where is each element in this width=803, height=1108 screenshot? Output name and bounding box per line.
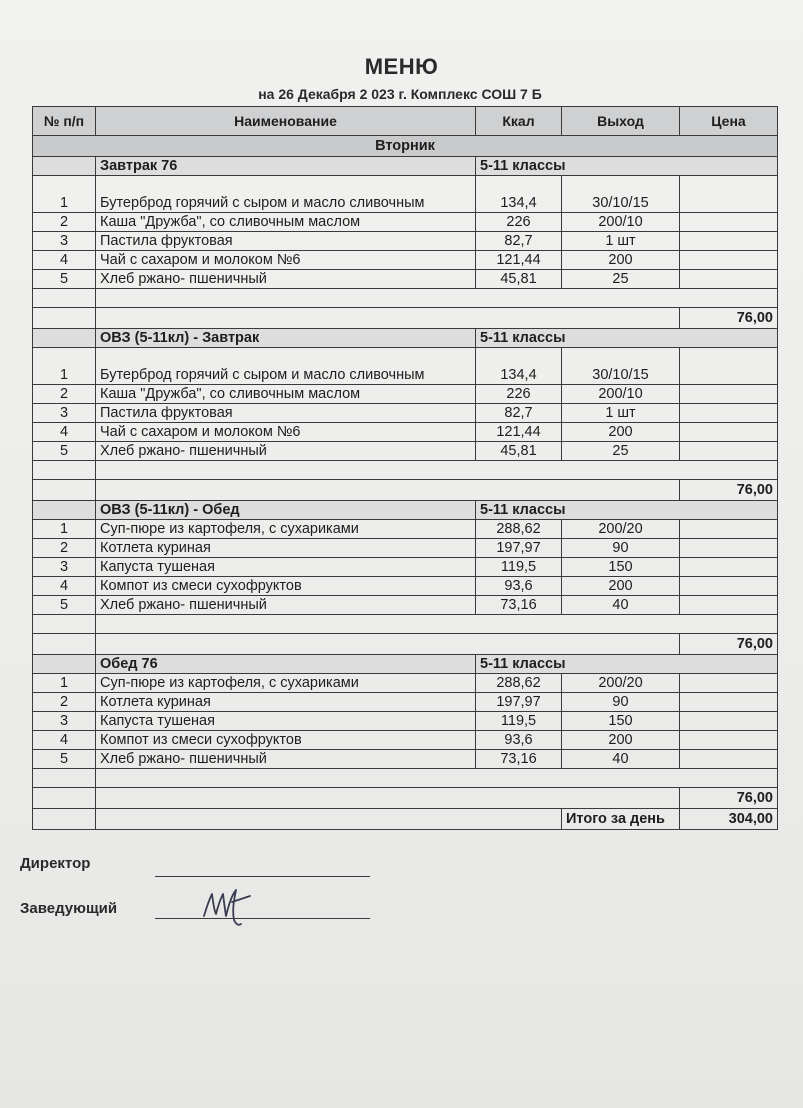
section-header-row (33, 501, 778, 520)
item-kcal: 119,5 (476, 712, 562, 731)
table-row (33, 404, 778, 423)
item-name: Хлеб ржано- пшеничный (96, 596, 476, 615)
day-total-row (33, 809, 778, 830)
item-output: 90 (562, 539, 680, 558)
blank-cell (96, 461, 778, 480)
item-price (680, 712, 778, 731)
item-price (680, 423, 778, 442)
item-output: 30/10/15 (562, 176, 680, 213)
item-price (680, 693, 778, 712)
section-total: 76,00 (680, 788, 778, 809)
item-kcal: 45,81 (476, 270, 562, 289)
item-price (680, 539, 778, 558)
total-empty-cell (33, 788, 96, 809)
item-num: 3 (33, 404, 96, 423)
menu-body (33, 136, 778, 830)
total-empty-cell (33, 634, 96, 655)
item-price (680, 213, 778, 232)
total-empty-cell (96, 634, 680, 655)
item-output: 200/20 (562, 674, 680, 693)
item-price (680, 176, 778, 213)
table-row (33, 520, 778, 539)
item-name: Суп-пюре из картофеля, с сухариками (96, 674, 476, 693)
item-name: Чай с сахаром и молоком №6 (96, 423, 476, 442)
day-row (33, 136, 778, 157)
header-kcal: Ккал (476, 107, 562, 136)
handwritten-signature (198, 884, 258, 930)
item-num: 2 (33, 385, 96, 404)
header-output: Выход (562, 107, 680, 136)
table-row (33, 442, 778, 461)
section-title: Завтрак 76 (96, 157, 476, 176)
section-classes: 5-11 классы (476, 329, 778, 348)
item-price (680, 385, 778, 404)
item-num: 1 (33, 674, 96, 693)
item-output: 40 (562, 750, 680, 769)
section-header-row (33, 655, 778, 674)
section-num-cell (33, 157, 96, 176)
blank-cell (96, 769, 778, 788)
item-name: Хлеб ржано- пшеничный (96, 750, 476, 769)
item-name: Капуста тушеная (96, 712, 476, 731)
item-kcal: 121,44 (476, 423, 562, 442)
item-num: 2 (33, 539, 96, 558)
section-total-row (33, 480, 778, 501)
table-row (33, 423, 778, 442)
day-total-value: 304,00 (680, 809, 778, 830)
blank-cell (33, 615, 96, 634)
table-row (33, 693, 778, 712)
section-title: Обед 76 (96, 655, 476, 674)
blank-cell (33, 289, 96, 308)
item-num: 1 (33, 348, 96, 385)
table-row (33, 731, 778, 750)
blank-cell (96, 289, 778, 308)
table-row (33, 348, 778, 385)
item-kcal: 197,97 (476, 693, 562, 712)
item-output: 1 шт (562, 232, 680, 251)
item-name: Капуста тушеная (96, 558, 476, 577)
header-name: Наименование (96, 107, 476, 136)
table-row (33, 213, 778, 232)
item-num: 5 (33, 596, 96, 615)
item-num: 5 (33, 442, 96, 461)
page-title: МЕНЮ (364, 54, 439, 79)
item-kcal: 82,7 (476, 232, 562, 251)
table-row (33, 674, 778, 693)
section-classes: 5-11 классы (476, 655, 778, 674)
item-kcal: 82,7 (476, 404, 562, 423)
section-num-cell (33, 501, 96, 520)
blank-row (33, 461, 778, 480)
table-row (33, 558, 778, 577)
manager-signature-line (155, 918, 370, 919)
item-price (680, 404, 778, 423)
item-num: 5 (33, 750, 96, 769)
item-num: 1 (33, 520, 96, 539)
item-kcal: 288,62 (476, 674, 562, 693)
blank-cell (33, 769, 96, 788)
item-output: 25 (562, 442, 680, 461)
item-num: 4 (33, 577, 96, 596)
director-signature-line (155, 876, 370, 877)
table-row (33, 232, 778, 251)
item-name: Котлета куриная (96, 539, 476, 558)
item-name: Пастила фруктовая (96, 232, 476, 251)
total-empty-cell (33, 480, 96, 501)
item-name: Чай с сахаром и молоком №6 (96, 251, 476, 270)
item-num: 2 (33, 213, 96, 232)
item-kcal: 73,16 (476, 750, 562, 769)
item-num: 3 (33, 712, 96, 731)
table-row (33, 539, 778, 558)
item-kcal: 73,16 (476, 596, 562, 615)
item-price (680, 731, 778, 750)
item-output: 150 (562, 712, 680, 731)
item-name: Хлеб ржано- пшеничный (96, 270, 476, 289)
item-price (680, 232, 778, 251)
section-total-row (33, 634, 778, 655)
header-num: № п/п (33, 107, 96, 136)
item-name: Бутерброд горячий с сыром и масло сливочным (96, 348, 476, 385)
item-price (680, 270, 778, 289)
section-classes: 5-11 классы (476, 157, 778, 176)
director-label: Директор (20, 855, 91, 872)
total-empty-cell (96, 480, 680, 501)
item-output: 200 (562, 577, 680, 596)
item-output: 25 (562, 270, 680, 289)
item-kcal: 197,97 (476, 539, 562, 558)
table-row (33, 750, 778, 769)
item-name: Компот из смеси сухофруктов (96, 577, 476, 596)
total-empty-cell (33, 809, 96, 830)
table-row (33, 270, 778, 289)
section-classes: 5-11 классы (476, 501, 778, 520)
table-row (33, 176, 778, 213)
page-subtitle: на 26 Декабря 2 023 г. Комплекс СОШ 7 Б (258, 86, 542, 102)
item-name: Котлета куриная (96, 693, 476, 712)
item-kcal: 288,62 (476, 520, 562, 539)
section-total: 76,00 (680, 634, 778, 655)
day-total-label: Итого за день (562, 809, 680, 830)
item-output: 200/20 (562, 520, 680, 539)
header-row (33, 107, 778, 136)
item-name: Пастила фруктовая (96, 404, 476, 423)
total-empty-cell (33, 308, 96, 329)
table-row (33, 596, 778, 615)
item-output: 200 (562, 731, 680, 750)
item-name: Каша "Дружба", со сливочным маслом (96, 213, 476, 232)
section-header-row (33, 329, 778, 348)
item-price (680, 348, 778, 385)
item-kcal: 226 (476, 213, 562, 232)
item-price (680, 442, 778, 461)
item-kcal: 134,4 (476, 176, 562, 213)
item-price (680, 750, 778, 769)
total-empty-cell (96, 788, 680, 809)
item-price (680, 520, 778, 539)
item-kcal: 93,6 (476, 731, 562, 750)
item-kcal: 93,6 (476, 577, 562, 596)
item-output: 30/10/15 (562, 348, 680, 385)
item-name: Суп-пюре из картофеля, с сухариками (96, 520, 476, 539)
section-num-cell (33, 329, 96, 348)
section-total-row (33, 788, 778, 809)
table-row (33, 251, 778, 270)
section-total: 76,00 (680, 308, 778, 329)
section-num-cell (33, 655, 96, 674)
blank-row (33, 289, 778, 308)
item-num: 4 (33, 731, 96, 750)
item-num: 4 (33, 251, 96, 270)
item-output: 1 шт (562, 404, 680, 423)
section-title: ОВЗ (5-11кл) - Завтрак (96, 329, 476, 348)
blank-row (33, 615, 778, 634)
item-output: 200/10 (562, 213, 680, 232)
blank-cell (96, 615, 778, 634)
manager-label: Заведующий (20, 900, 118, 917)
item-output: 40 (562, 596, 680, 615)
item-name: Хлеб ржано- пшеничный (96, 442, 476, 461)
item-kcal: 119,5 (476, 558, 562, 577)
item-num: 3 (33, 558, 96, 577)
item-name: Каша "Дружба", со сливочным маслом (96, 385, 476, 404)
day-label: Вторник (33, 136, 778, 157)
item-output: 200 (562, 423, 680, 442)
item-num: 5 (33, 270, 96, 289)
item-num: 1 (33, 176, 96, 213)
menu-table (32, 106, 778, 830)
item-kcal: 134,4 (476, 348, 562, 385)
total-empty-cell (96, 809, 562, 830)
blank-cell (33, 461, 96, 480)
item-price (680, 674, 778, 693)
item-output: 150 (562, 558, 680, 577)
table-row (33, 385, 778, 404)
item-num: 4 (33, 423, 96, 442)
item-output: 90 (562, 693, 680, 712)
item-price (680, 596, 778, 615)
section-total-row (33, 308, 778, 329)
section-total: 76,00 (680, 480, 778, 501)
table-row (33, 712, 778, 731)
item-output: 200 (562, 251, 680, 270)
section-title: ОВЗ (5-11кл) - Обед (96, 501, 476, 520)
item-name: Компот из смеси сухофруктов (96, 731, 476, 750)
item-price (680, 558, 778, 577)
item-num: 3 (33, 232, 96, 251)
section-header-row (33, 157, 778, 176)
item-kcal: 121,44 (476, 251, 562, 270)
item-price (680, 577, 778, 596)
table-row (33, 577, 778, 596)
item-output: 200/10 (562, 385, 680, 404)
item-kcal: 45,81 (476, 442, 562, 461)
item-name: Бутерброд горячий с сыром и масло сливочным (96, 176, 476, 213)
item-num: 2 (33, 693, 96, 712)
blank-row (33, 769, 778, 788)
header-price: Цена (680, 107, 778, 136)
total-empty-cell (96, 308, 680, 329)
item-price (680, 251, 778, 270)
item-kcal: 226 (476, 385, 562, 404)
